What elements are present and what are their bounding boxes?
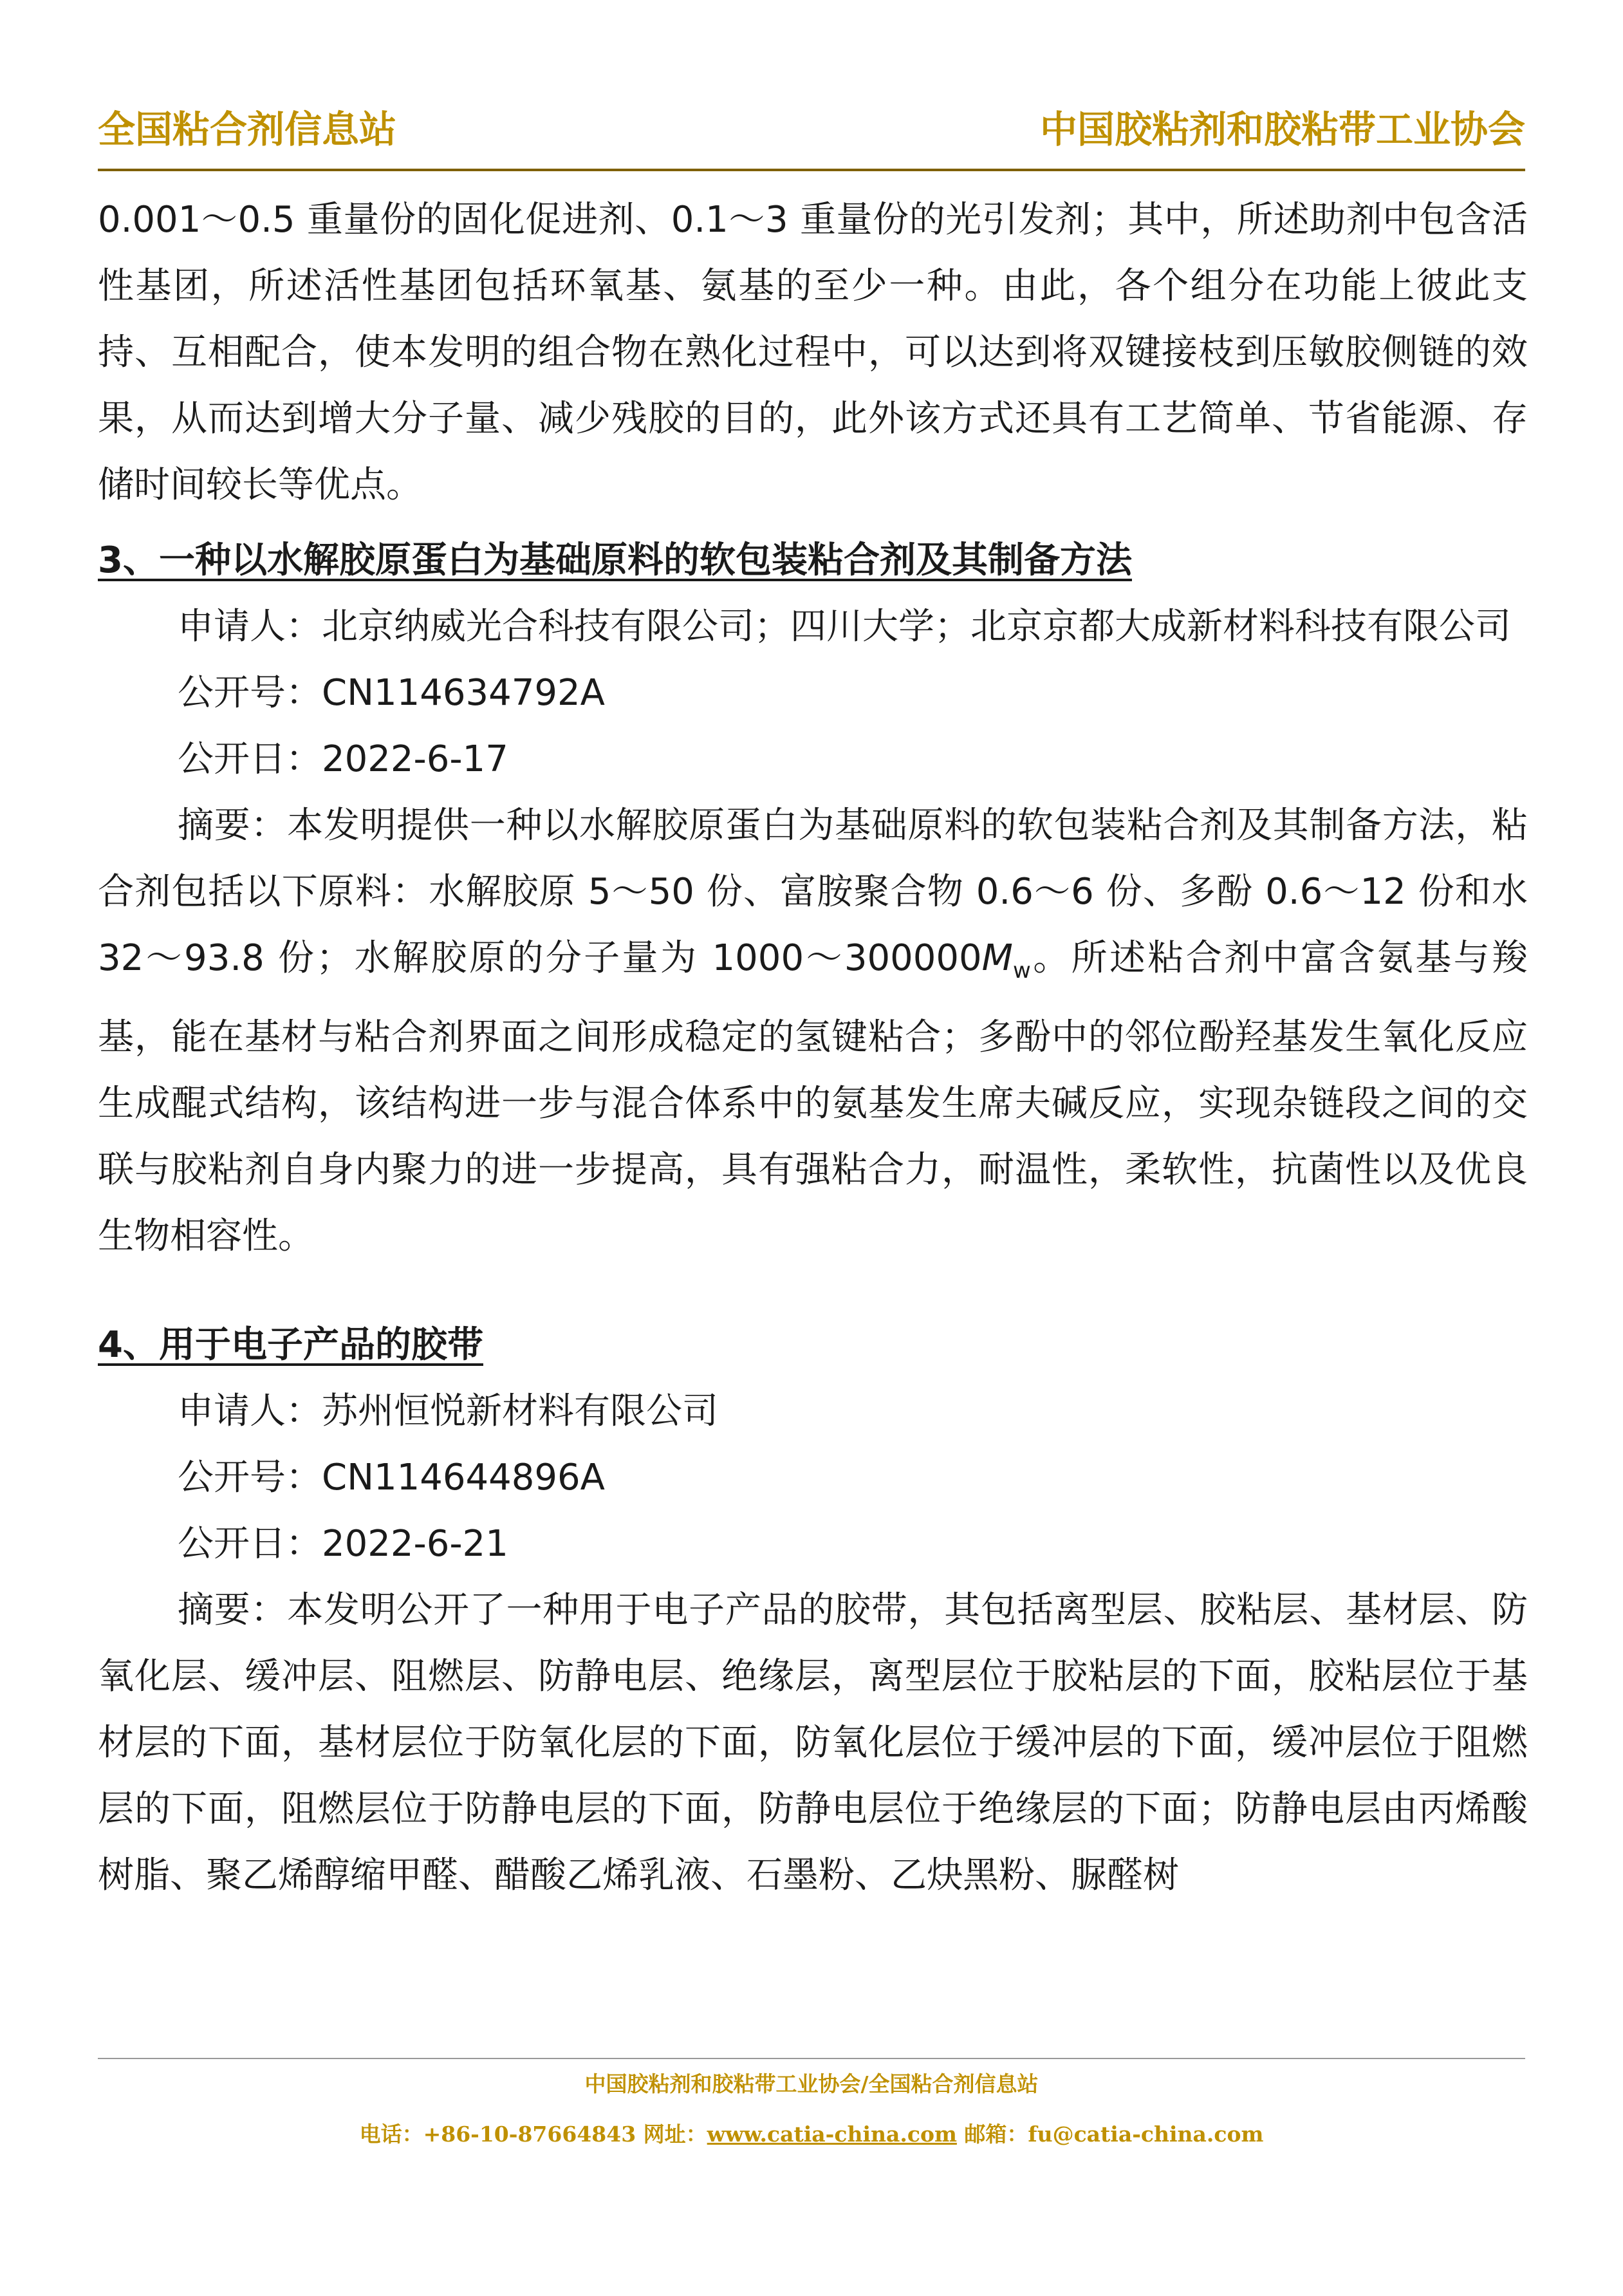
patent-3-abstract-part2: 。所述粘合剂中富含氨基与羧基，能在基材与粘合剂界面之间形成稳定的氢键粘合；多酚中的邻位酚羟基发生氧化反应生成醌式结构，该结构进一步与混合体系中的氨基发生席夫碱反应，实现杂链段之间的交联与胶粘剂自身内聚力的进一步提高，具有强粘合力，耐温性，柔软性，抗菌性以及优良生物相容性。: [98, 937, 1528, 1258]
main-content: [98, 187, 1528, 1909]
footer-email: 邮箱：fu@catia-china.com: [956, 2122, 1264, 2147]
header-left-title: 全国粘合剂信息站: [98, 107, 397, 151]
patent-4-abstract: 摘要：本发明公开了一种用于电子产品的胶带，其包括离型层、胶粘层、基材层、防氧化层、缓冲层、阻燃层、防静电层、绝缘层，离型层位于胶粘层的下面，胶粘层位于基材层的下面，基材层位于防氧化层的下面，防氧化层位于缓冲层的下面，缓冲层位于阻燃层的下面，阻燃层位于防静电层的下面，防静电层位于绝缘层的下面；防静电层由丙烯酸树脂、聚乙烯醇缩甲醛、醋酸乙烯乳液、石墨粉、乙炔黑粉、脲醛树: [98, 1589, 1528, 1897]
header-right-title: 中国胶粘剂和胶粘带工业协会: [1039, 107, 1525, 151]
footer-phone: 电话：+86-10-87664843 网址：: [359, 2122, 707, 2147]
footer-organization: 中国胶粘剂和胶粘带工业协会/全国粘合剂信息站: [584, 2071, 1039, 2096]
patent-3-pub-date: 公开日：2022-6-17: [178, 738, 508, 780]
molecular-weight-symbol: $M_w$: [981, 937, 1031, 984]
patent-3-applicant: 申请人：北京纳威光合科技有限公司；四川大学；北京京都大成新材料科技有限公司: [178, 606, 1511, 648]
patent-3-pub-no: 公开号：CN114634792A: [178, 672, 605, 714]
continuation-paragraph: 0.001～0.5 重量份的固化促进剂、0.1～3 重量份的光引发剂；其中，所述助剂中包含活性基团，所述活性基团包括环氧基、氨基的至少一种。由此，各个组分在功能上彼此支持、互相配合，使本发明的组合物在熟化过程中，可以达到将双键接枝到压敏胶侧链的效果，从而达到增大分子量、减少残胶的目的，此外该方式还具有工艺简单、节省能源、存储时间较长等优点。: [98, 199, 1528, 506]
footer-rule: [98, 2058, 1525, 2059]
patent-3-abstract: [98, 792, 1528, 1269]
patent-4-applicant: 申请人：苏州恒悦新材料有限公司: [178, 1390, 718, 1433]
patent-3-abstract-part1: 摘要：本发明提供一种以水解胶原蛋白为基础原料的软包装粘合剂及其制备方法，粘合剂包括以下原料：水解胶原 5～50 份、富胺聚合物 0.6～6 份、多酚 0.6～12 份和水 32～93.8 份；水解胶原的分子量为 1000～300000: [98, 805, 1528, 979]
footer-contact: [0, 2118, 1623, 2148]
patent-3-title: 3、一种以水解胶原蛋白为基础原料的软包装粘合剂及其制备方法: [98, 539, 1132, 581]
patent-4-title: 4、用于电子产品的胶带: [98, 1324, 483, 1367]
patent-4-pub-no: 公开号：CN114644896A: [178, 1457, 605, 1499]
footer-website-link[interactable]: www.catia-china.com: [707, 2122, 957, 2147]
patent-4-pub-date: 公开日：2022-6-21: [178, 1523, 508, 1565]
header-rule: [98, 169, 1525, 171]
